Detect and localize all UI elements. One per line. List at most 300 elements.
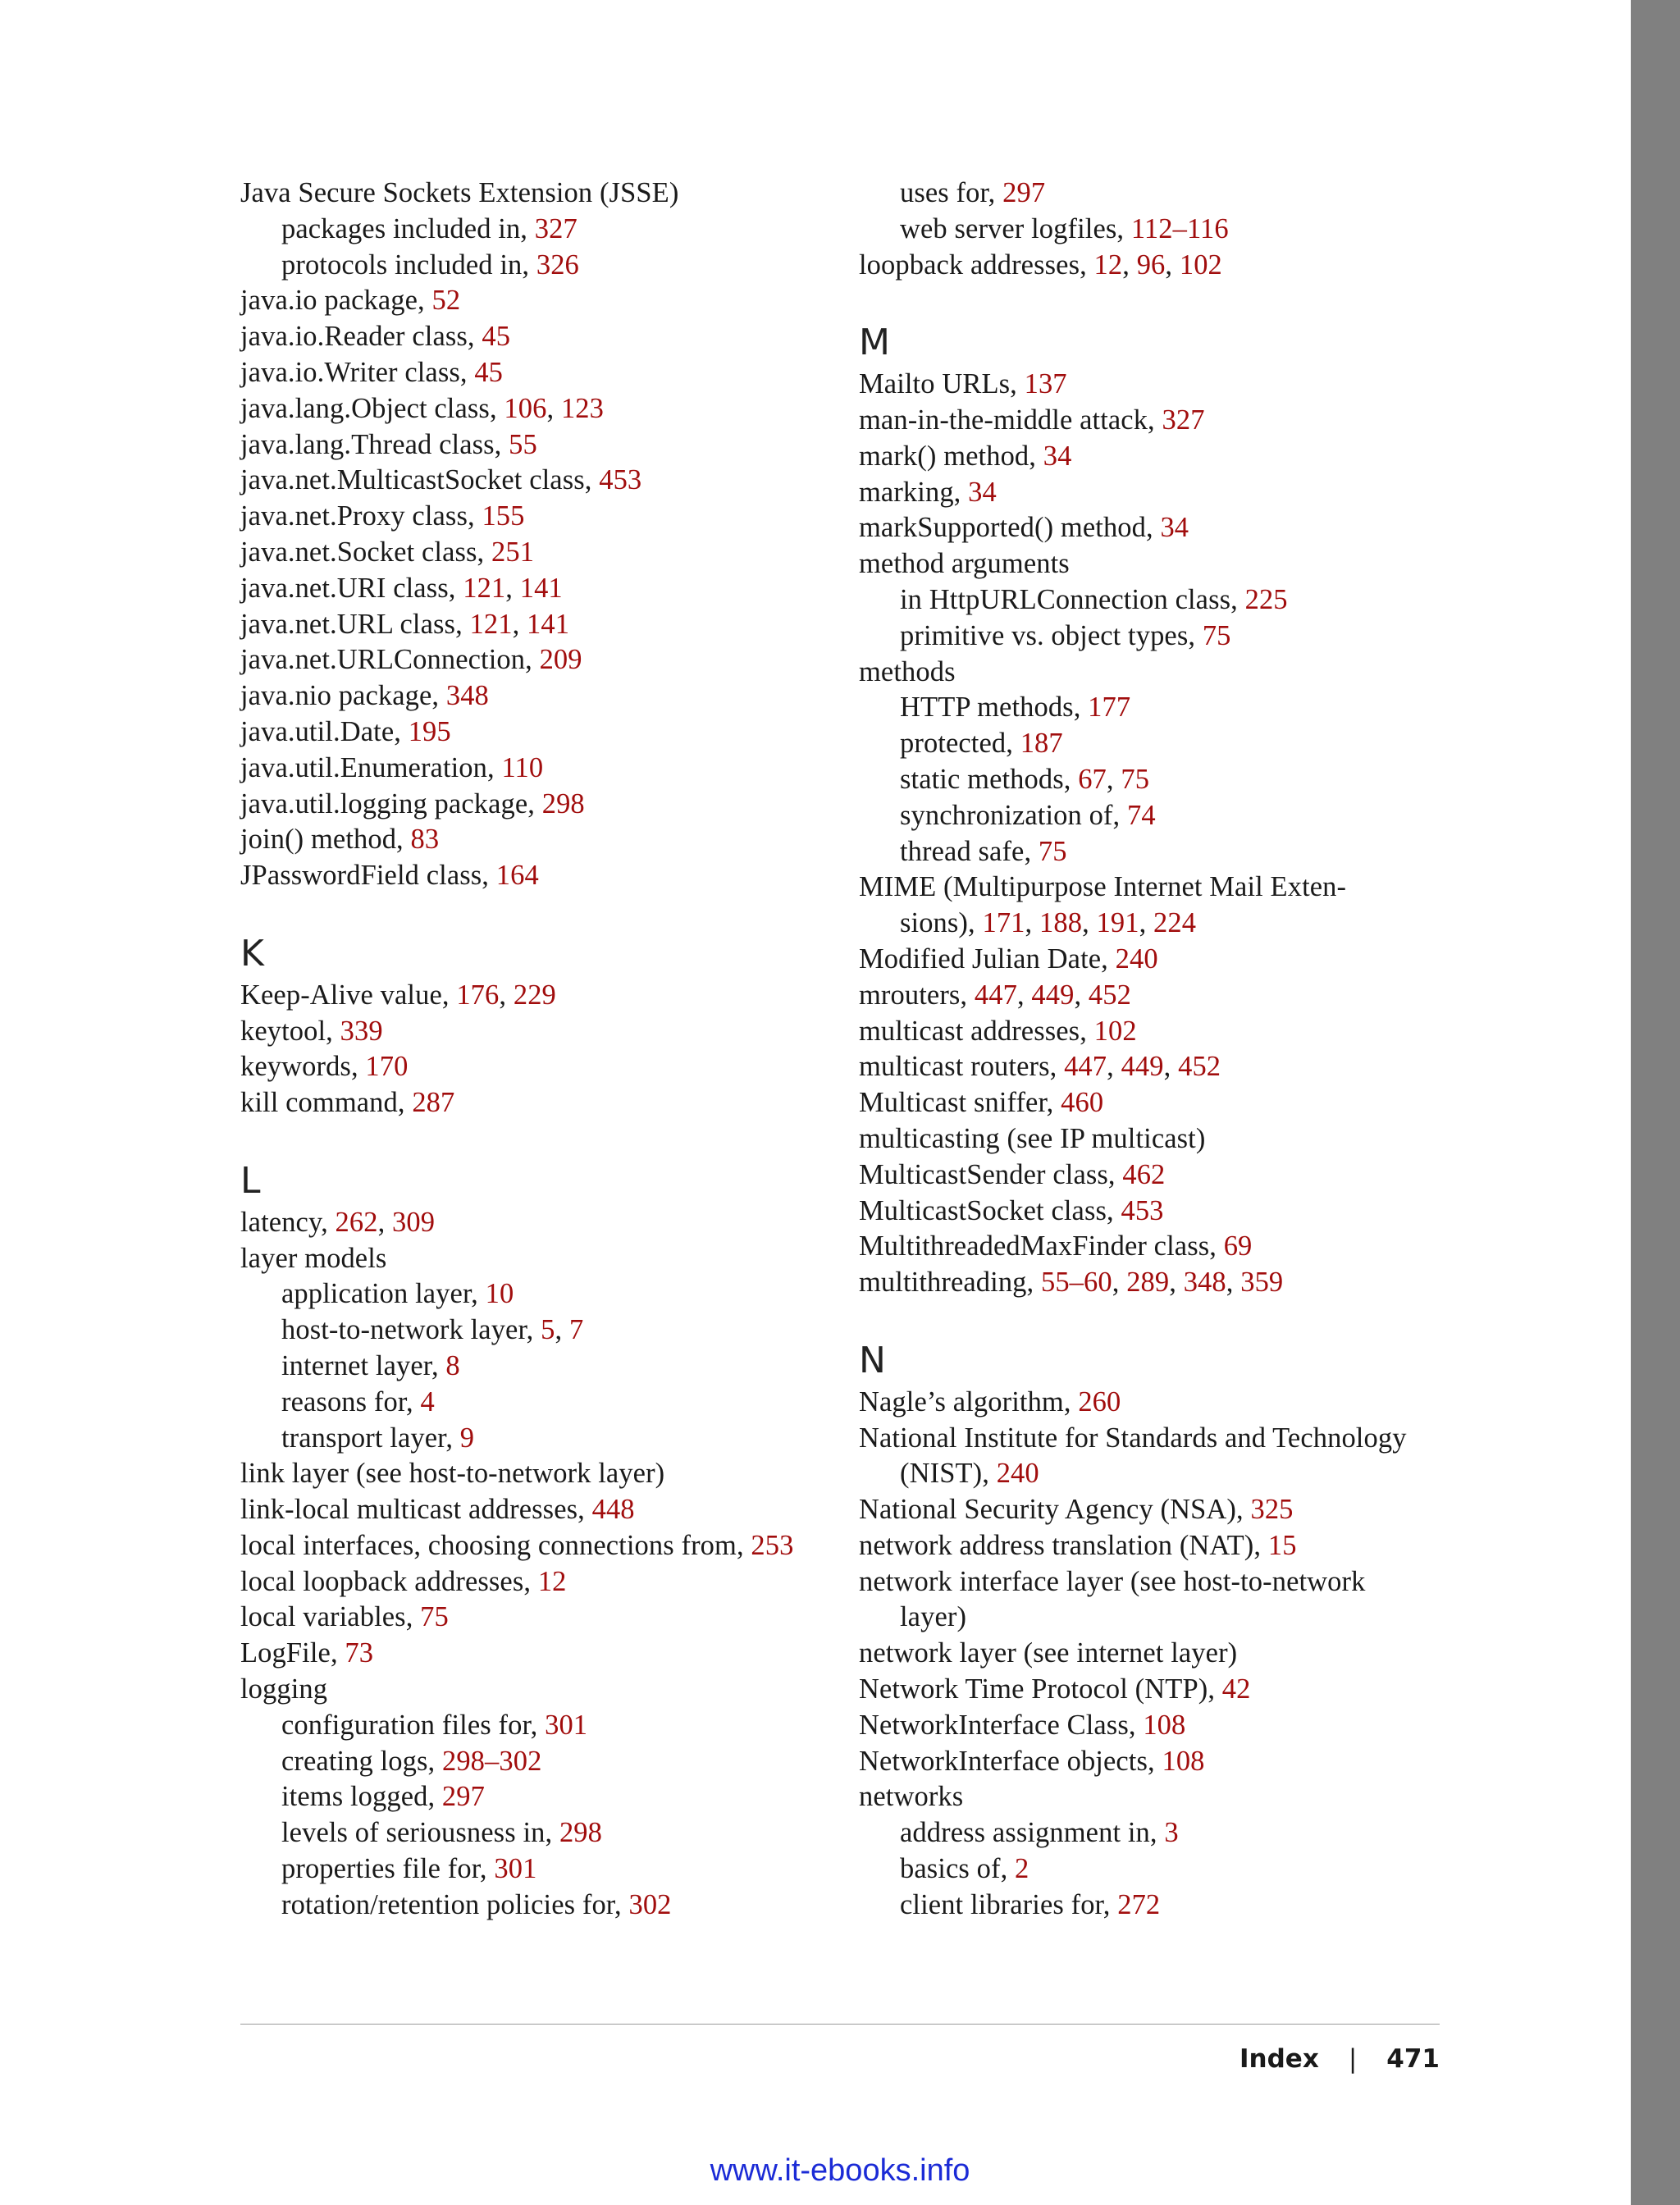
page-reference-link[interactable]: 112–116 bbox=[1130, 212, 1229, 244]
index-entry bbox=[240, 391, 831, 427]
page-reference-link[interactable]: 447 bbox=[974, 979, 1017, 1011]
entry-term: uses for, bbox=[900, 177, 1003, 208]
entry-term: local interfaces, choosing connections from, bbox=[240, 1529, 751, 1561]
entry-term: java.util.Enumeration, bbox=[240, 751, 502, 783]
page-reference-link[interactable]: 110 bbox=[501, 751, 544, 783]
page-reference-link[interactable]: 106 bbox=[504, 392, 547, 424]
index-entry-continuation bbox=[859, 1456, 1449, 1492]
index-entry bbox=[240, 642, 831, 678]
entry-term: networks bbox=[859, 1781, 964, 1813]
entry-term: multicasting (see IP multicast) bbox=[859, 1122, 1206, 1154]
page-reference-link[interactable]: 449 bbox=[1031, 979, 1075, 1011]
index-subentry bbox=[859, 582, 1449, 619]
page-separator: , bbox=[546, 392, 561, 424]
index-entry bbox=[859, 1672, 1449, 1708]
entry-term: packages included in, bbox=[281, 212, 535, 244]
index-subentry bbox=[240, 1815, 831, 1851]
page-reference-link[interactable]: 260 bbox=[1078, 1386, 1121, 1418]
page-reference-link[interactable]: 177 bbox=[1088, 692, 1131, 724]
page-reference-link[interactable]: 45 bbox=[474, 356, 504, 388]
page-reference-link[interactable]: 155 bbox=[482, 500, 525, 532]
page-reference-link[interactable]: 75 bbox=[420, 1601, 449, 1633]
page-reference-link[interactable]: 326 bbox=[536, 249, 579, 281]
index-entry bbox=[240, 1014, 831, 1050]
entry-term: transport layer, bbox=[281, 1422, 460, 1454]
page-reference-link[interactable]: 8 bbox=[445, 1349, 460, 1381]
entry-term: method arguments bbox=[859, 548, 1070, 580]
page-reference-link[interactable]: 10 bbox=[485, 1278, 514, 1310]
entry-term: java.lang.Thread class, bbox=[240, 428, 509, 460]
index-entry bbox=[240, 858, 831, 894]
entry-term: java.nio package, bbox=[240, 680, 446, 712]
page-reference-link[interactable]: 327 bbox=[534, 212, 578, 244]
index-entry bbox=[240, 1456, 831, 1492]
entry-term: Modified Julian Date, bbox=[859, 943, 1116, 975]
page-separator: , bbox=[1082, 907, 1097, 939]
index-subentry bbox=[859, 726, 1449, 762]
spacer bbox=[859, 283, 1449, 319]
page-reference-link[interactable]: 73 bbox=[345, 1637, 374, 1669]
entry-term: java.net.URL class, bbox=[240, 608, 470, 640]
index-subentry bbox=[859, 1851, 1449, 1888]
entry-term: Keep-Alive value, bbox=[240, 979, 457, 1011]
page-reference-link[interactable]: 229 bbox=[513, 979, 556, 1011]
footer-rule bbox=[240, 2024, 1440, 2025]
page-reference-link[interactable]: 12 bbox=[537, 1565, 567, 1597]
page-reference-link[interactable]: 460 bbox=[1061, 1087, 1104, 1119]
page-reference-link[interactable]: 34 bbox=[1043, 440, 1072, 472]
entry-term: host-to-network layer, bbox=[281, 1314, 541, 1346]
entry-term: methods bbox=[859, 655, 956, 687]
index-entry bbox=[240, 1600, 831, 1636]
page-reference-link[interactable]: 12 bbox=[1093, 249, 1123, 281]
entry-term: National Institute for Standards and Technology bbox=[859, 1422, 1407, 1454]
index-entry bbox=[240, 714, 831, 751]
index-subentry bbox=[240, 1708, 831, 1744]
index-subentry bbox=[859, 212, 1449, 248]
index-entry bbox=[859, 1194, 1449, 1230]
page-reference-link[interactable]: 240 bbox=[1115, 943, 1158, 975]
page-reference-link[interactable]: 348 bbox=[1183, 1267, 1226, 1299]
entry-term: MultithreadedMaxFinder class, bbox=[859, 1230, 1224, 1262]
page-reference-link[interactable]: 262 bbox=[335, 1206, 378, 1238]
entry-term: layer models bbox=[240, 1242, 387, 1274]
entry-term: reasons for, bbox=[281, 1386, 421, 1418]
entry-term: mrouters, bbox=[859, 979, 975, 1011]
page-reference-link[interactable]: 75 bbox=[1121, 763, 1150, 795]
page-reference-link[interactable]: 170 bbox=[365, 1051, 409, 1083]
entry-term: creating logs, bbox=[281, 1745, 442, 1777]
page-reference-link[interactable]: 452 bbox=[1178, 1051, 1221, 1083]
index-column-right bbox=[859, 176, 1449, 1924]
index-subentry bbox=[859, 619, 1449, 655]
page-reference-link[interactable]: 108 bbox=[1143, 1709, 1186, 1741]
page-reference-link[interactable]: 74 bbox=[1126, 799, 1156, 831]
page-reference-link[interactable]: 251 bbox=[491, 536, 535, 568]
index-subentry bbox=[859, 762, 1449, 798]
index-subentry bbox=[859, 798, 1449, 834]
index-subentry bbox=[240, 1276, 831, 1312]
index-entry bbox=[859, 870, 1449, 906]
entry-term: loopback addresses, bbox=[859, 249, 1094, 281]
index-entry bbox=[859, 942, 1449, 978]
index-entry bbox=[240, 1492, 831, 1528]
entry-term: client libraries for, bbox=[900, 1888, 1118, 1920]
index-entry bbox=[859, 546, 1449, 582]
index-entry bbox=[859, 1564, 1449, 1600]
index-entry bbox=[859, 1636, 1449, 1672]
page-separator: , bbox=[1074, 979, 1089, 1011]
page-separator: , bbox=[1106, 763, 1121, 795]
page-reference-link[interactable]: 309 bbox=[392, 1206, 436, 1238]
index-entry bbox=[240, 1049, 831, 1085]
page-reference-link[interactable]: 42 bbox=[1221, 1673, 1251, 1705]
page-reference-link[interactable]: 187 bbox=[1020, 728, 1063, 760]
page-reference-link[interactable]: 15 bbox=[1267, 1529, 1297, 1561]
entry-term: MIME (Multipurpose Internet Mail Exten- bbox=[859, 871, 1347, 903]
spacer bbox=[240, 1121, 831, 1157]
entry-term: link layer (see host-to-network layer) bbox=[240, 1458, 665, 1490]
page-separator: , bbox=[1025, 907, 1039, 939]
index-entry bbox=[240, 571, 831, 607]
index-entry bbox=[859, 439, 1449, 475]
footer-section-title: Index bbox=[1239, 2044, 1319, 2074]
index-subentry bbox=[240, 1385, 831, 1421]
entry-term: keytool, bbox=[240, 1015, 340, 1047]
entry-term: java.io.Writer class, bbox=[240, 356, 475, 388]
section-letter-heading: M bbox=[859, 322, 890, 364]
entry-term: MulticastSocket class, bbox=[859, 1194, 1121, 1226]
entry-term: multicast addresses, bbox=[859, 1015, 1094, 1047]
page-reference-link[interactable]: 188 bbox=[1039, 907, 1083, 939]
page-reference-link[interactable]: 2 bbox=[1015, 1853, 1029, 1885]
entry-term: latency, bbox=[240, 1206, 336, 1238]
index-entry bbox=[859, 1265, 1449, 1301]
index-entry bbox=[859, 1708, 1449, 1744]
page-reference-link[interactable]: 171 bbox=[982, 907, 1025, 939]
index-entry bbox=[240, 1672, 831, 1708]
page-reference-link[interactable]: 224 bbox=[1153, 907, 1197, 939]
entry-term: NetworkInterface objects, bbox=[859, 1745, 1162, 1777]
index-entry bbox=[859, 978, 1449, 1014]
entry-term: basics of, bbox=[900, 1853, 1016, 1885]
page-reference-link[interactable]: 253 bbox=[751, 1529, 794, 1561]
entry-term: network layer (see internet layer) bbox=[859, 1637, 1238, 1669]
page-reference-link[interactable]: 7 bbox=[568, 1314, 584, 1346]
entry-term: Java Secure Sockets Extension (JSSE) bbox=[240, 177, 679, 208]
entry-term: HTTP methods, bbox=[900, 692, 1089, 724]
index-entry bbox=[859, 1492, 1449, 1528]
index-entry bbox=[240, 678, 831, 714]
index-entry bbox=[859, 1049, 1449, 1085]
footer-separator: | bbox=[1348, 2044, 1358, 2074]
page-reference-link[interactable]: 298 bbox=[541, 788, 585, 819]
page-reference-link[interactable]: 5 bbox=[541, 1314, 555, 1346]
index-subentry bbox=[240, 1421, 831, 1457]
index-subentry bbox=[240, 1312, 831, 1349]
index-entry bbox=[240, 176, 831, 212]
entry-term: join() method, bbox=[240, 824, 411, 856]
index-entry bbox=[859, 510, 1449, 546]
page-reference-link[interactable]: 298 bbox=[559, 1817, 602, 1849]
page-reference-link[interactable]: 195 bbox=[408, 715, 451, 747]
index-entry bbox=[240, 1636, 831, 1672]
index-entry bbox=[859, 655, 1449, 691]
page-reference-link[interactable]: 75 bbox=[1038, 835, 1067, 867]
page-separator: , bbox=[1107, 1051, 1121, 1083]
page-reference-link[interactable]: 67 bbox=[1078, 763, 1107, 795]
page-reference-link[interactable]: 69 bbox=[1223, 1230, 1253, 1262]
entry-term: protocols included in, bbox=[281, 249, 536, 281]
index-subentry bbox=[240, 1744, 831, 1780]
page-reference-link[interactable]: 209 bbox=[539, 644, 582, 676]
page-separator: , bbox=[499, 979, 514, 1011]
page-edge-gutter bbox=[1631, 0, 1680, 2205]
page-reference-link[interactable]: 121 bbox=[469, 608, 513, 640]
entry-term: java.util.Date, bbox=[240, 715, 409, 747]
page-reference-link[interactable]: 34 bbox=[1160, 512, 1189, 544]
entry-term: synchronization of, bbox=[900, 799, 1127, 831]
page-reference-link[interactable]: 449 bbox=[1121, 1051, 1164, 1083]
page-reference-link[interactable]: 3 bbox=[1164, 1817, 1179, 1849]
entry-term: (NIST), bbox=[900, 1458, 997, 1490]
page-separator: , bbox=[1169, 1267, 1184, 1299]
entry-term: protected, bbox=[900, 728, 1020, 760]
entry-term: properties file for, bbox=[281, 1853, 495, 1885]
page-separator: , bbox=[512, 608, 527, 640]
page-reference-link[interactable]: 176 bbox=[456, 979, 500, 1011]
entry-term: MulticastSender class, bbox=[859, 1158, 1123, 1190]
index-entry bbox=[240, 355, 831, 391]
index-entry bbox=[240, 751, 831, 787]
index-entry bbox=[240, 1528, 831, 1564]
page-reference-link[interactable]: 302 bbox=[628, 1888, 672, 1920]
page-reference-link[interactable]: 301 bbox=[545, 1709, 588, 1741]
entry-term: java.net.URI class, bbox=[240, 572, 463, 604]
index-entry bbox=[240, 427, 831, 463]
page-separator: , bbox=[1112, 1267, 1127, 1299]
index-entry-continuation bbox=[859, 906, 1449, 942]
entry-term: java.net.Socket class, bbox=[240, 536, 491, 568]
entry-term: Network Time Protocol (NTP), bbox=[859, 1673, 1222, 1705]
page-reference-link[interactable]: 83 bbox=[410, 824, 440, 856]
page-reference-link[interactable]: 453 bbox=[1121, 1194, 1164, 1226]
page-reference-link[interactable]: 327 bbox=[1162, 404, 1205, 436]
page-reference-link[interactable]: 453 bbox=[599, 464, 642, 496]
index-subentry bbox=[859, 1888, 1449, 1924]
index-column-left bbox=[240, 176, 831, 1924]
entry-term: internet layer, bbox=[281, 1349, 446, 1381]
entry-term: layer) bbox=[900, 1601, 967, 1633]
page-reference-link[interactable]: 75 bbox=[1202, 619, 1231, 651]
index-entry bbox=[240, 319, 831, 355]
index-entry bbox=[859, 1779, 1449, 1815]
page-reference-link[interactable]: 164 bbox=[495, 860, 539, 892]
page-reference-link[interactable]: 102 bbox=[1179, 249, 1222, 281]
page-reference-link[interactable]: 102 bbox=[1093, 1015, 1137, 1047]
entry-term: web server logfiles, bbox=[900, 212, 1131, 244]
index-entry bbox=[240, 1085, 831, 1121]
page-reference-link[interactable]: 121 bbox=[463, 572, 506, 604]
index-entry bbox=[240, 283, 831, 319]
entry-term: network address translation (NAT), bbox=[859, 1529, 1268, 1561]
entry-term: items logged, bbox=[281, 1781, 442, 1813]
entry-term: java.net.URLConnection, bbox=[240, 644, 540, 676]
entry-term: network interface layer (see host-to-network bbox=[859, 1565, 1366, 1597]
entry-term: markSupported() method, bbox=[859, 512, 1161, 544]
entry-term: logging bbox=[240, 1673, 328, 1705]
page-separator: , bbox=[1163, 1051, 1179, 1083]
page-reference-link[interactable]: 123 bbox=[560, 392, 604, 424]
entry-term: Mailto URLs, bbox=[859, 368, 1025, 400]
page-reference-link[interactable]: 55–60 bbox=[1040, 1267, 1112, 1299]
page-separator: , bbox=[1122, 249, 1137, 281]
page-reference-link[interactable]: 325 bbox=[1250, 1494, 1294, 1526]
index-entry bbox=[859, 248, 1449, 284]
index-entry bbox=[240, 822, 831, 858]
page-reference-link[interactable]: 452 bbox=[1088, 979, 1131, 1011]
entry-term: local variables, bbox=[240, 1601, 421, 1633]
page-reference-link[interactable]: 359 bbox=[1240, 1267, 1284, 1299]
entry-term: thread safe, bbox=[900, 835, 1039, 867]
section-letter-heading: N bbox=[859, 1339, 886, 1381]
spacer bbox=[240, 894, 831, 930]
index-entry bbox=[240, 1205, 831, 1241]
page-reference-link[interactable]: 272 bbox=[1117, 1888, 1161, 1920]
index-entry bbox=[240, 535, 831, 571]
page-separator: , bbox=[1139, 907, 1154, 939]
page-reference-link[interactable]: 225 bbox=[1244, 583, 1288, 615]
entry-term: java.net.MulticastSocket class, bbox=[240, 464, 600, 496]
index-subentry bbox=[859, 176, 1449, 212]
page-separator: , bbox=[377, 1206, 393, 1238]
index-entry bbox=[859, 1385, 1449, 1421]
index-entry bbox=[240, 607, 831, 643]
index-subentry bbox=[240, 212, 831, 248]
entry-term: java.lang.Object class, bbox=[240, 392, 504, 424]
entry-term: LogFile, bbox=[240, 1637, 345, 1669]
index-subentry bbox=[240, 1888, 831, 1924]
entry-term: mark() method, bbox=[859, 440, 1043, 472]
entry-term: java.io.Reader class, bbox=[240, 321, 482, 353]
page-reference-link[interactable]: 55 bbox=[509, 428, 537, 460]
page-reference-link[interactable]: 4 bbox=[420, 1386, 435, 1418]
index-subentry bbox=[859, 1815, 1449, 1851]
page-reference-link[interactable]: 9 bbox=[459, 1422, 475, 1454]
index-entry bbox=[859, 1157, 1449, 1194]
entry-term: NetworkInterface Class, bbox=[859, 1709, 1144, 1741]
index-subentry bbox=[240, 1349, 831, 1385]
page-reference-link[interactable]: 141 bbox=[519, 572, 563, 604]
index-entry bbox=[859, 475, 1449, 511]
page-separator: , bbox=[1016, 979, 1032, 1011]
footer-page-number: 471 bbox=[1386, 2044, 1440, 2074]
index-entry bbox=[240, 499, 831, 535]
entry-term: levels of seriousness in, bbox=[281, 1817, 559, 1849]
entry-term: kill command, bbox=[240, 1087, 413, 1119]
entry-term: java.util.logging package, bbox=[240, 788, 542, 819]
index-entry bbox=[859, 1229, 1449, 1265]
entry-term: multithreading, bbox=[859, 1267, 1041, 1299]
page-reference-link[interactable]: 348 bbox=[445, 680, 489, 712]
page-reference-link[interactable]: 297 bbox=[1002, 177, 1046, 208]
section-letter-heading: K bbox=[240, 932, 264, 975]
index-entry bbox=[240, 787, 831, 823]
page-reference-link[interactable]: 108 bbox=[1162, 1745, 1205, 1777]
page-reference-link[interactable]: 52 bbox=[431, 285, 461, 317]
page-separator: , bbox=[505, 572, 520, 604]
index-entry bbox=[859, 1528, 1449, 1564]
page-reference-link[interactable]: 141 bbox=[527, 608, 570, 640]
entry-term: JPasswordField class, bbox=[240, 860, 496, 892]
index-entry bbox=[240, 1564, 831, 1600]
entry-term: National Security Agency (NSA), bbox=[859, 1494, 1251, 1526]
entry-term: marking, bbox=[859, 476, 969, 508]
entry-term: application layer, bbox=[281, 1278, 486, 1310]
entry-term: Nagle’s algorithm, bbox=[859, 1386, 1079, 1418]
page-reference-link[interactable]: 287 bbox=[412, 1087, 455, 1119]
entry-term: primitive vs. object types, bbox=[900, 619, 1203, 651]
index-subentry bbox=[859, 690, 1449, 726]
index-subentry bbox=[240, 248, 831, 284]
entry-term: local loopback addresses, bbox=[240, 1565, 538, 1597]
page-reference-link[interactable]: 462 bbox=[1122, 1158, 1166, 1190]
page-reference-link[interactable]: 289 bbox=[1126, 1267, 1170, 1299]
spacer bbox=[859, 1301, 1449, 1337]
index-entry bbox=[240, 978, 831, 1014]
index-entry bbox=[859, 1014, 1449, 1050]
page-reference-link[interactable]: 301 bbox=[494, 1853, 537, 1885]
page-separator: , bbox=[555, 1314, 569, 1346]
entry-term: keywords, bbox=[240, 1051, 366, 1083]
running-footer bbox=[1239, 2044, 1440, 2074]
page-reference-link[interactable]: 137 bbox=[1024, 368, 1067, 400]
page-reference-link[interactable]: 297 bbox=[441, 1781, 485, 1813]
entry-term: link-local multicast addresses, bbox=[240, 1494, 592, 1526]
section-letter-heading: L bbox=[240, 1159, 261, 1202]
entry-term: address assignment in, bbox=[900, 1817, 1165, 1849]
page-reference-link[interactable]: 34 bbox=[968, 476, 997, 508]
entry-term: sions), bbox=[900, 907, 983, 939]
index-entry bbox=[859, 1744, 1449, 1780]
page-reference-link[interactable]: 448 bbox=[591, 1494, 635, 1526]
index-subentry bbox=[240, 1779, 831, 1815]
entry-term: multicast routers, bbox=[859, 1051, 1065, 1083]
entry-term: java.net.Proxy class, bbox=[240, 500, 482, 532]
page-reference-link[interactable]: 191 bbox=[1096, 907, 1139, 939]
page-separator: , bbox=[1165, 249, 1180, 281]
index-subentry bbox=[240, 1851, 831, 1888]
index-entry bbox=[859, 1421, 1449, 1457]
index-entry bbox=[240, 463, 831, 499]
index-entry-continuation bbox=[859, 1600, 1449, 1636]
index-entry bbox=[240, 1241, 831, 1277]
page-reference-link[interactable]: 96 bbox=[1136, 249, 1166, 281]
index-subentry bbox=[859, 834, 1449, 870]
entry-term: static methods, bbox=[900, 763, 1079, 795]
page-reference-link[interactable]: 339 bbox=[340, 1015, 383, 1047]
watermark-link[interactable]: www.it-ebooks.info bbox=[710, 2153, 970, 2188]
page-reference-link[interactable]: 298–302 bbox=[441, 1745, 542, 1777]
index-entry bbox=[859, 403, 1449, 439]
entry-term: rotation/retention policies for, bbox=[281, 1888, 629, 1920]
entry-term: man-in-the-middle attack, bbox=[859, 404, 1162, 436]
page-reference-link[interactable]: 45 bbox=[482, 321, 511, 353]
index-entry bbox=[859, 367, 1449, 403]
page-reference-link[interactable]: 447 bbox=[1064, 1051, 1107, 1083]
page-reference-link[interactable]: 240 bbox=[996, 1458, 1039, 1490]
entry-term: java.io package, bbox=[240, 285, 432, 317]
